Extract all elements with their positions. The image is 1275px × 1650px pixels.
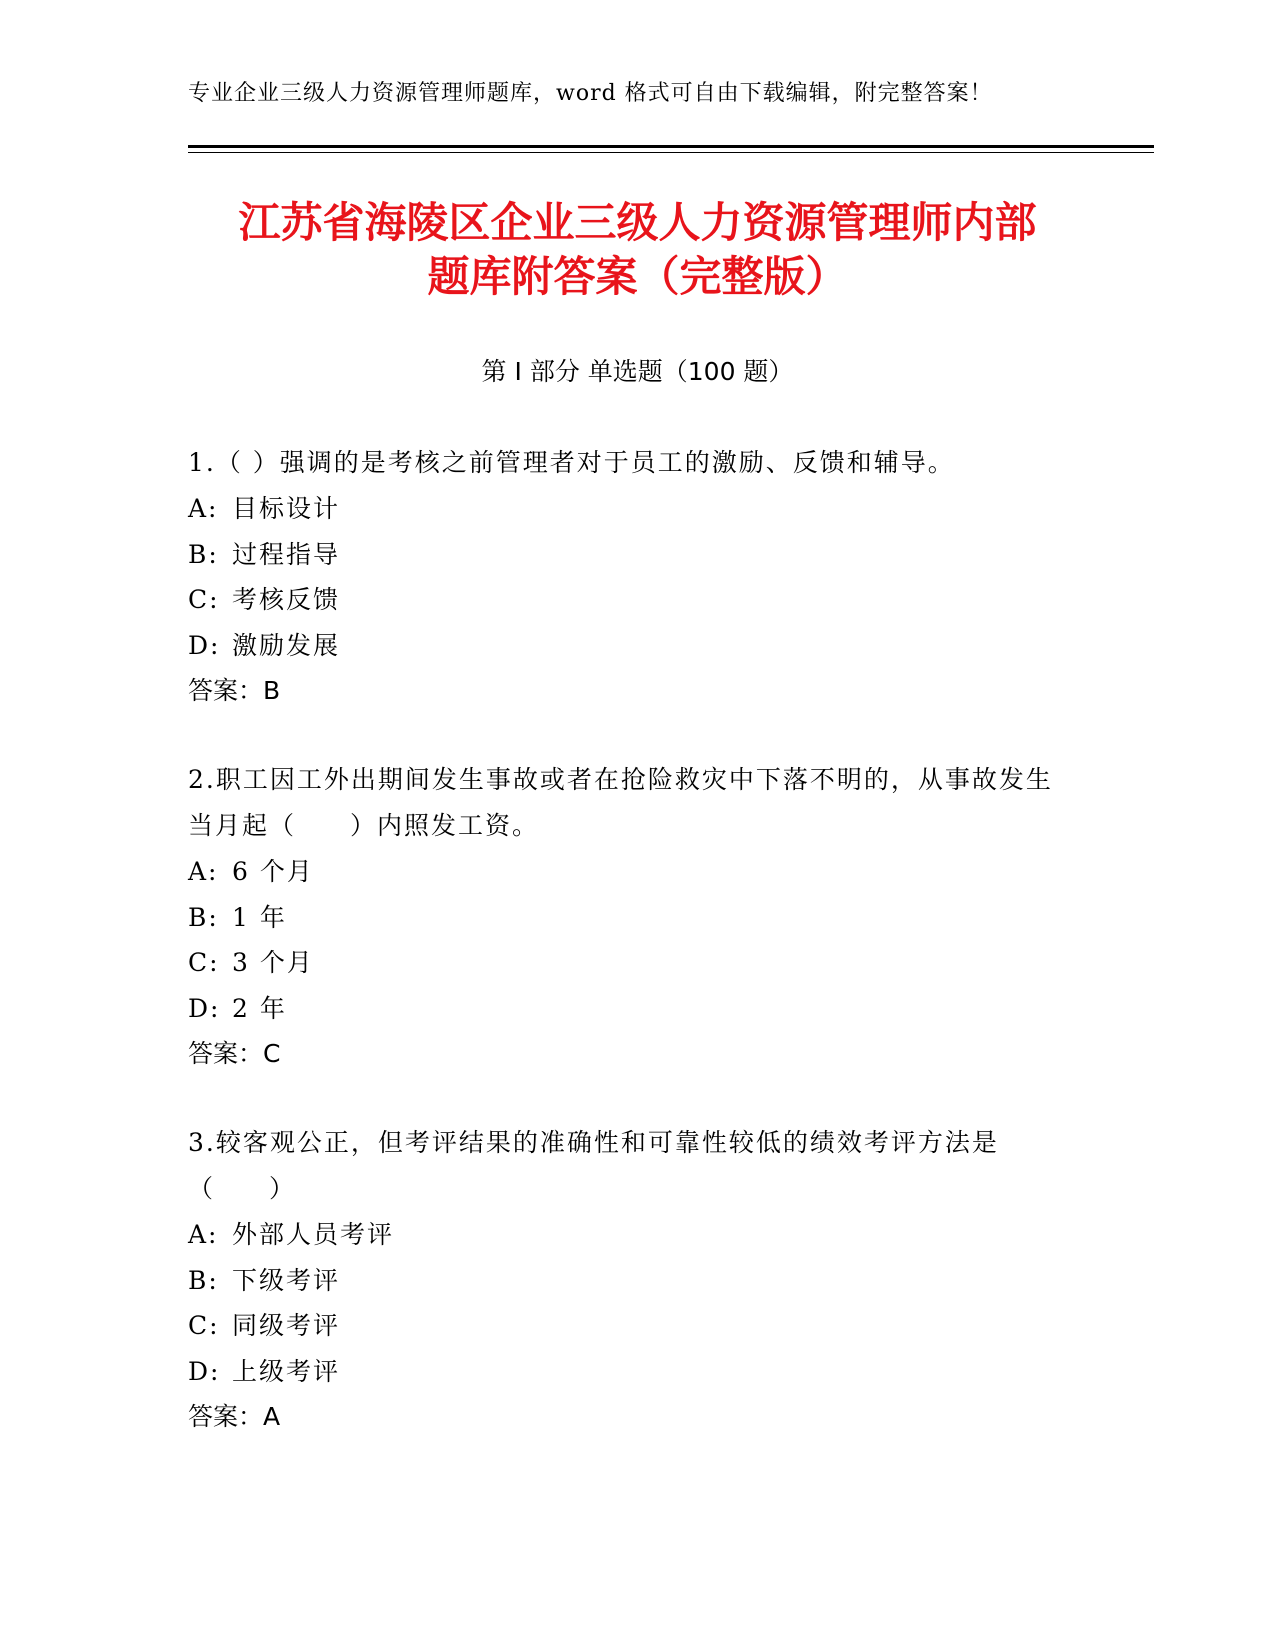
document-title-line-2: 题库附答案（完整版） — [427, 252, 848, 301]
option-key: B: — [188, 1265, 219, 1295]
option-text: 上级考评 — [232, 1356, 341, 1386]
document-title — [150, 196, 1125, 304]
question-3 — [188, 1120, 1068, 1440]
option-key: A: — [188, 494, 219, 523]
option-d — [188, 986, 1068, 1032]
option-text: 3 个月 — [232, 948, 314, 977]
header-note: 专业企业三级人力资源管理师题库，word 格式可自由下载编辑，附完整答案！ — [188, 81, 993, 106]
document-title-line-1: 江苏省海陵区企业三级人力资源管理师内部 — [238, 198, 1037, 247]
option-key: C: — [188, 1311, 220, 1340]
option-key: D: — [188, 630, 221, 660]
question-stem: 2.职工因工外出期间发生事故或者在抢险救灾中下落不明的，从事故发生当月起（ ）内照发工资。 — [188, 765, 1053, 840]
header-rule-thick — [188, 145, 1154, 148]
question-1 — [188, 440, 1068, 714]
option-key: D: — [188, 1356, 221, 1386]
option-text: 激励发展 — [232, 630, 341, 660]
option-key: D: — [188, 993, 221, 1023]
option-key: C: — [188, 948, 220, 977]
option-key: B: — [188, 539, 219, 569]
option-c — [188, 577, 1068, 623]
option-a — [188, 849, 1068, 895]
answer-line: 答案：B — [188, 676, 281, 705]
option-key: A: — [188, 857, 219, 886]
option-key: A: — [188, 1220, 219, 1249]
option-text: 考核反馈 — [232, 585, 341, 614]
option-d — [188, 1349, 1068, 1395]
question-list — [188, 440, 1068, 1483]
option-text: 外部人员考评 — [232, 1220, 395, 1249]
option-b — [188, 1258, 1068, 1304]
question-stem: 3.较客观公正，但考评结果的准确性和可靠性较低的绩效考评方法是（ ） — [188, 1128, 999, 1203]
option-text: 2 年 — [232, 993, 287, 1023]
option-text: 6 个月 — [232, 857, 314, 886]
option-text: 目标设计 — [232, 494, 341, 523]
question-2 — [188, 757, 1068, 1077]
option-a — [188, 486, 1068, 532]
question-stem: 1.（ ）强调的是考核之前管理者对于员工的激励、反馈和辅导。 — [188, 448, 955, 477]
header-rule-thin — [188, 152, 1154, 153]
option-d — [188, 623, 1068, 669]
option-a — [188, 1212, 1068, 1258]
option-text: 1 年 — [232, 902, 287, 932]
option-text: 同级考评 — [232, 1311, 341, 1340]
option-text: 过程指导 — [232, 539, 341, 569]
answer-line: 答案：A — [188, 1402, 281, 1431]
answer-line: 答案：C — [188, 1039, 281, 1068]
option-b — [188, 532, 1068, 578]
section-heading: 第 I 部分 单选题（100 题） — [481, 357, 794, 386]
option-text: 下级考评 — [232, 1265, 341, 1295]
option-c — [188, 1303, 1068, 1349]
option-c — [188, 940, 1068, 986]
option-key: C: — [188, 585, 220, 614]
option-b — [188, 895, 1068, 941]
option-key: B: — [188, 902, 219, 932]
